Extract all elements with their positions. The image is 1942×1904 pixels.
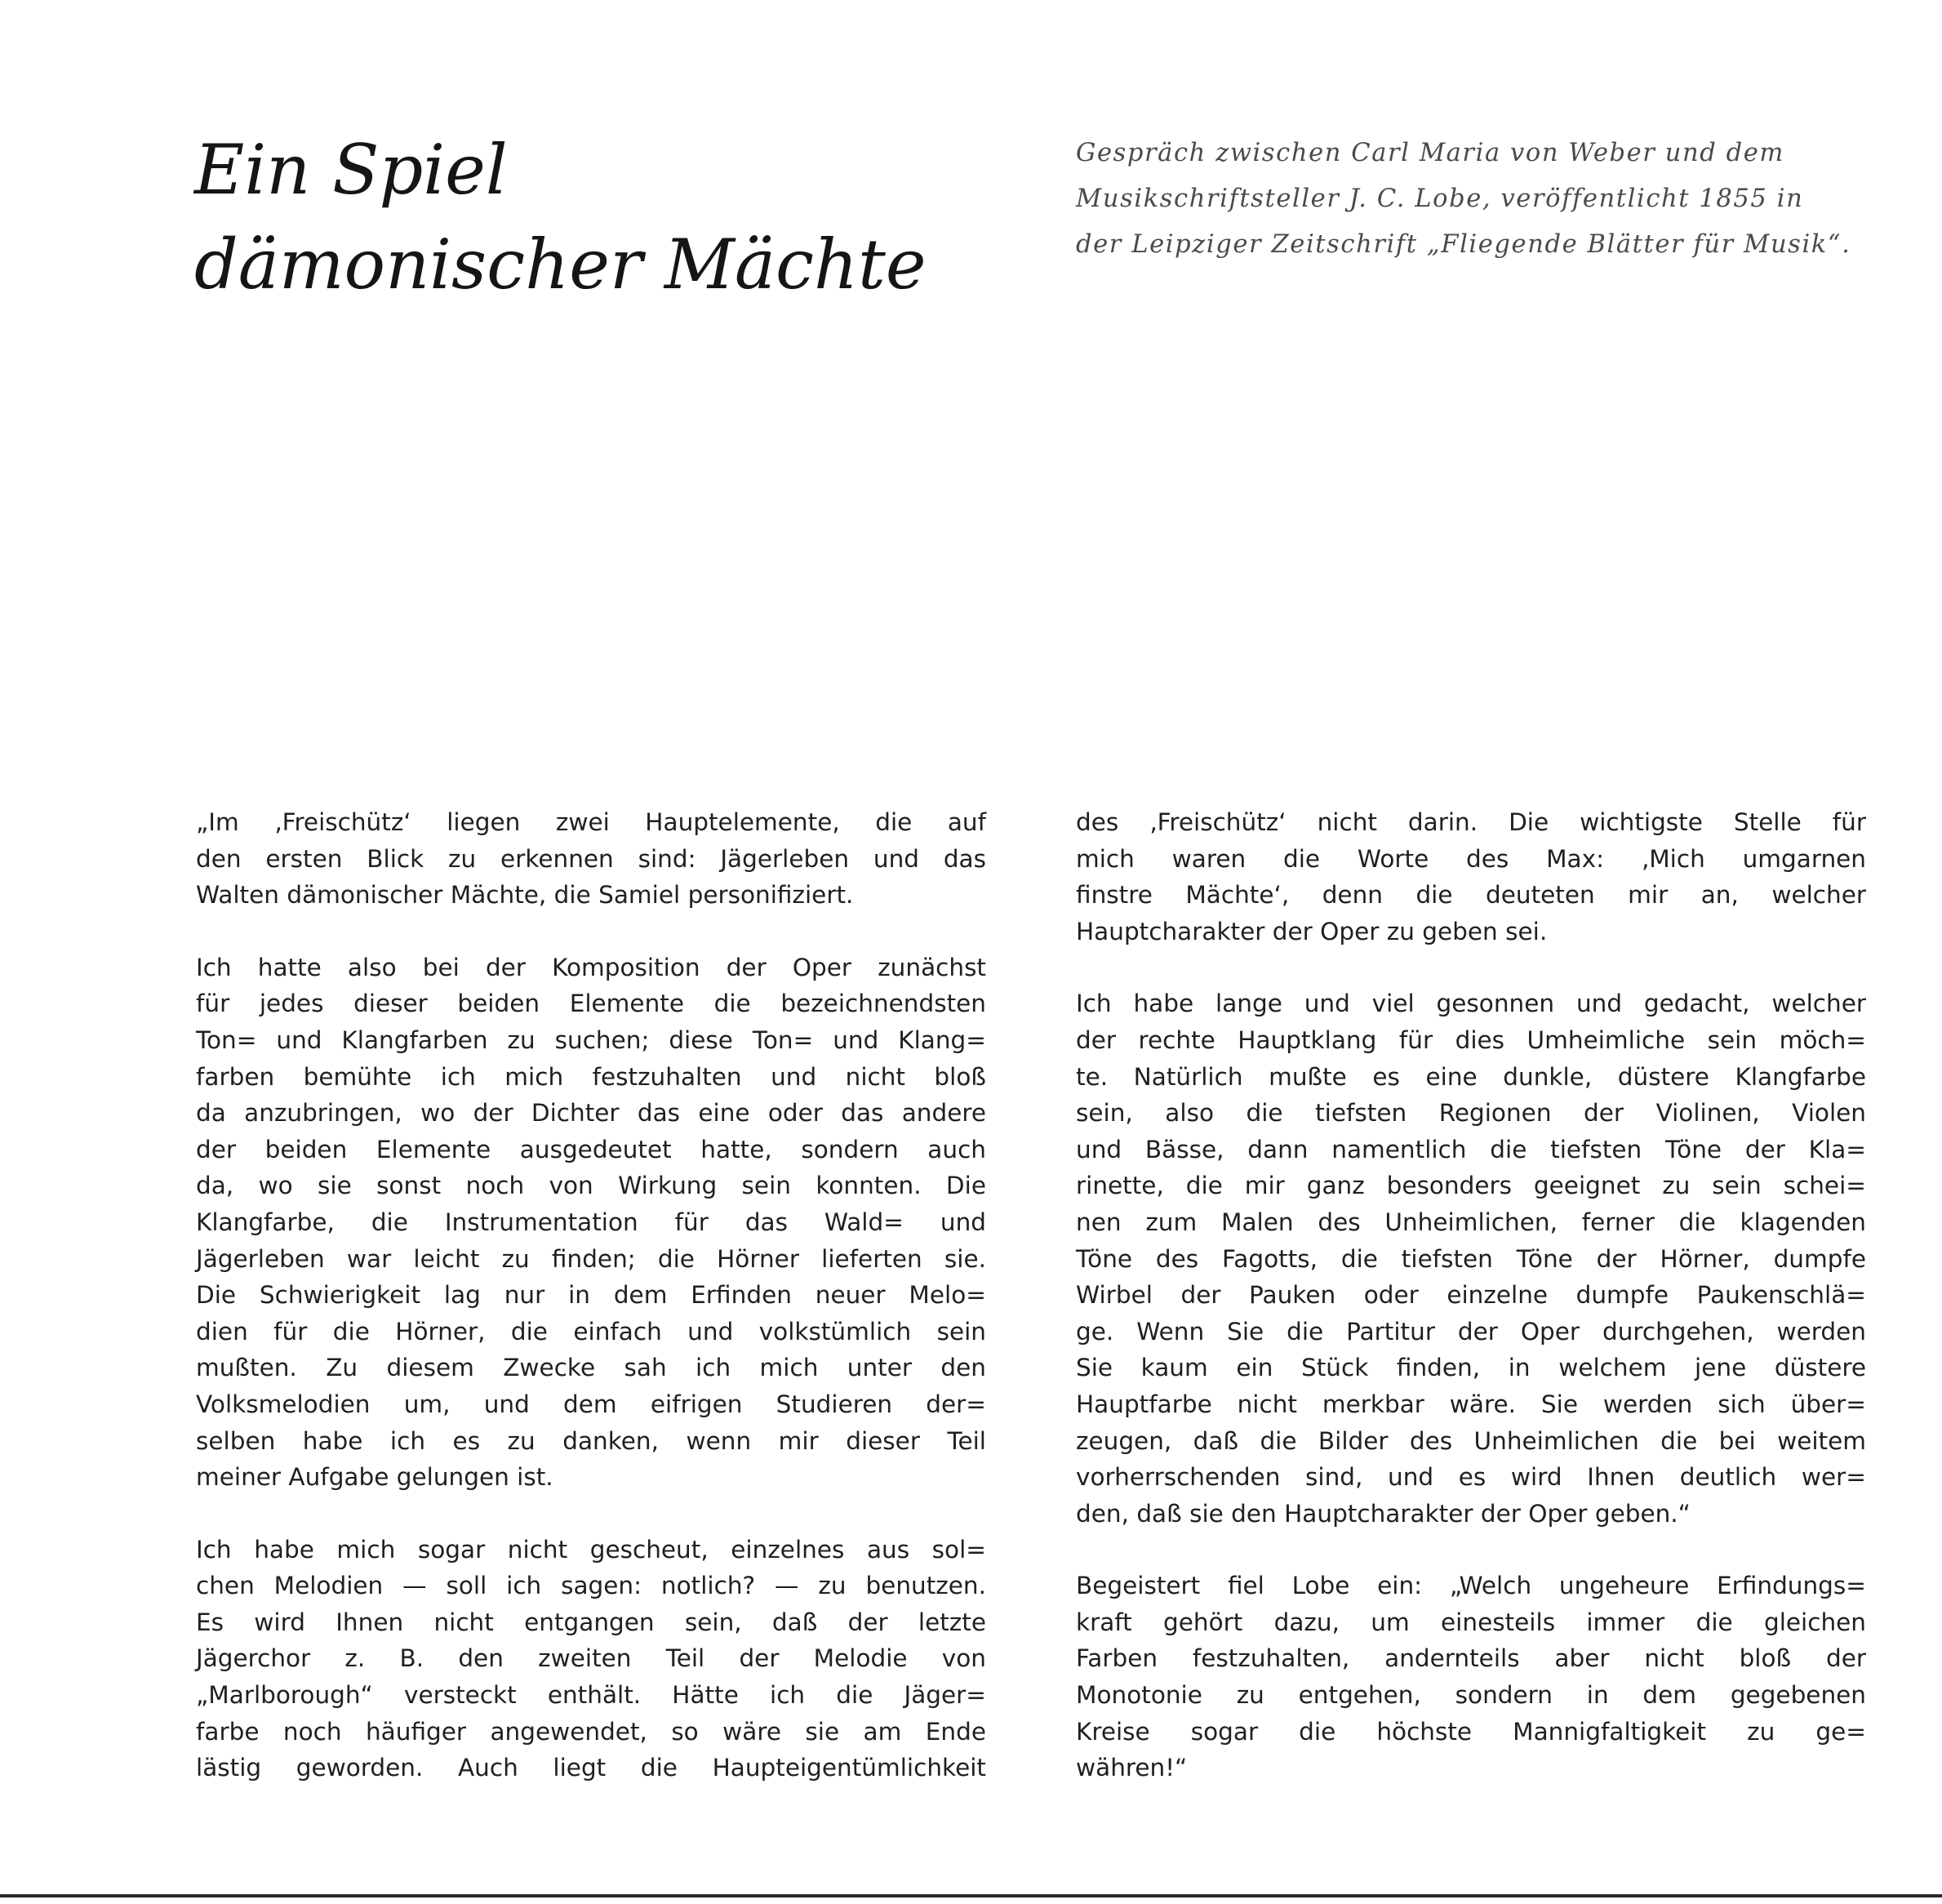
text-line: „Im ‚Freischütz‘ liegen zwei Hauptelemente, die auf: [196, 808, 986, 836]
text-line: meiner Aufgabe gelungen ist.: [196, 1463, 553, 1492]
text-line: mich waren die Worte des Max: ‚Mich umgarnen: [1076, 844, 1866, 873]
bottom-divider: [0, 1894, 1942, 1897]
subtitle-line-2: Musikschriftsteller J. C. Lobe, veröffentlicht 1855 in: [1076, 185, 1804, 213]
subtitle: [1076, 131, 1860, 268]
text-line: Monotonie zu entgehen, sondern in dem gegebenen: [1076, 1681, 1866, 1710]
text-line: Ich habe lange und viel gesonnen und gedacht, welcher: [1076, 990, 1866, 1018]
text-line: sein, also die tiefsten Regionen der Violinen, Violen: [1076, 1099, 1866, 1128]
text-line: Ton= und Klangfarben zu suchen; diese Ton= und Klang=: [196, 1025, 986, 1054]
text-line: Töne des Fagotts, die tiefsten Töne der Hörner, dumpfe: [1076, 1244, 1866, 1273]
text-line: zeugen, daß die Bilder des Unheimlichen die bei weitem: [1076, 1426, 1866, 1455]
text-line: vorherrschenden sind, und es wird Ihnen deutlich wer=: [1076, 1463, 1866, 1492]
text-line: selben habe ich es zu danken, wenn mir dieser Teil: [196, 1426, 986, 1455]
text-line: ge. Wenn Sie die Partitur der Oper durchgehen, werden: [1076, 1317, 1866, 1346]
text-line: und Bässe, dann namentlich die tiefsten Töne der Kla=: [1076, 1135, 1866, 1163]
text-line: Volksmelodien um, und dem eifrigen Studieren der=: [196, 1390, 986, 1418]
text-line: finstre Mächte‘, denn die deuteten mir an, welcher: [1076, 881, 1866, 910]
text-line: chen Melodien — soll ich sagen: notlich? — zu benutzen.: [196, 1572, 986, 1600]
subtitle-line-3: der Leipziger Zeitschrift „Fliegende Blätter für Musik“.: [1076, 230, 1851, 259]
text-line: dien für die Hörner, die einfach und volkstümlich sein: [196, 1317, 986, 1346]
text-line: Wirbel der Pauken oder einzelne dumpfe Paukenschlä=: [1076, 1281, 1866, 1310]
title-line-1: Ein Spiel: [194, 130, 508, 210]
text-line: Die Schwierigkeit lag nur in dem Erfinden neuer Melo=: [196, 1281, 986, 1310]
text-line: farbe noch häufiger angewendet, so wäre sie am Ende: [196, 1717, 986, 1746]
text-line: Farben festzuhalten, andernteils aber nicht bloß der: [1076, 1644, 1866, 1673]
left-paragraph-3: [196, 1532, 986, 1786]
right-column: [1076, 804, 1866, 1822]
text-line: rinette, die mir ganz besonders geeignet zu sein schei=: [1076, 1172, 1866, 1200]
text-line: Ich hatte also bei der Komposition der Oper zunächst: [196, 953, 986, 981]
right-paragraph-3: [1076, 1568, 1866, 1786]
left-paragraph-1: [196, 804, 986, 914]
text-line: Klangfarbe, die Instrumentation für das Wald= und: [196, 1208, 986, 1236]
text-line: mußten. Zu diesem Zwecke sah ich mich unter den: [196, 1354, 986, 1382]
text-line: „Marlborough“ versteckt enthält. Hätte ich die Jäger=: [196, 1681, 986, 1710]
text-line: lästig geworden. Auch liegt die Haupteigentümlichkeit: [196, 1754, 986, 1782]
left-column: [196, 804, 986, 1822]
text-line: Ich habe mich sogar nicht gescheut, einzelnes aus sol=: [196, 1535, 986, 1564]
text-line: Hauptfarbe nicht merkbar wäre. Sie werden sich über=: [1076, 1390, 1866, 1418]
text-line: den, daß sie den Hauptcharakter der Oper geben.“: [1076, 1499, 1691, 1528]
right-paragraph-2: [1076, 985, 1866, 1532]
text-line: der beiden Elemente ausgedeutet hatte, sondern auch: [196, 1135, 986, 1163]
text-line: Kreise sogar die höchste Mannigfaltigkeit zu ge=: [1076, 1717, 1866, 1746]
text-line: te. Natürlich mußte es eine dunkle, düstere Klangfarbe: [1076, 1062, 1866, 1091]
text-line: nen zum Malen des Unheimlichen, ferner die klagenden: [1076, 1208, 1866, 1236]
text-line: farben bemühte ich mich festzuhalten und nicht bloß: [196, 1062, 986, 1091]
text-line: Jägerleben war leicht zu finden; die Hörner lieferten sie.: [196, 1244, 986, 1273]
text-line: für jedes dieser beiden Elemente die bezeichnendsten: [196, 990, 986, 1018]
text-line: da, wo sie sonst noch von Wirkung sein konnten. Die: [196, 1172, 986, 1200]
right-paragraph-1: [1076, 804, 1866, 950]
text-line: Walten dämonischer Mächte, die Samiel personifiziert.: [196, 881, 854, 910]
text-line: währen!“: [1076, 1754, 1188, 1782]
text-line: da anzubringen, wo der Dichter das eine oder das andere: [196, 1099, 986, 1128]
text-line: Es wird Ihnen nicht entgangen sein, daß der letzte: [196, 1608, 986, 1636]
text-line: Sie kaum ein Stück finden, in welchem jene düstere: [1076, 1354, 1866, 1382]
text-line: des ‚Freischütz‘ nicht darin. Die wichtigste Stelle für: [1076, 808, 1866, 836]
subtitle-line-1: Gespräch zwischen Carl Maria von Weber und dem: [1076, 139, 1784, 167]
page-title: [194, 122, 929, 312]
text-line: der rechte Hauptklang für dies Umheimliche sein möch=: [1076, 1025, 1866, 1054]
text-line: Hauptcharakter der Oper zu geben sei.: [1076, 917, 1548, 945]
text-line: den ersten Blick zu erkennen sind: Jägerleben und das: [196, 844, 986, 873]
text-line: kraft gehört dazu, um einesteils immer die gleichen: [1076, 1608, 1866, 1636]
title-line-2: dämonischer Mächte: [194, 225, 927, 305]
text-line: Jägerchor z. B. den zweiten Teil der Melodie von: [196, 1644, 986, 1673]
text-line: Begeistert fiel Lobe ein: „Welch ungeheure Erfindungs=: [1076, 1572, 1866, 1600]
left-paragraph-2: [196, 950, 986, 1496]
